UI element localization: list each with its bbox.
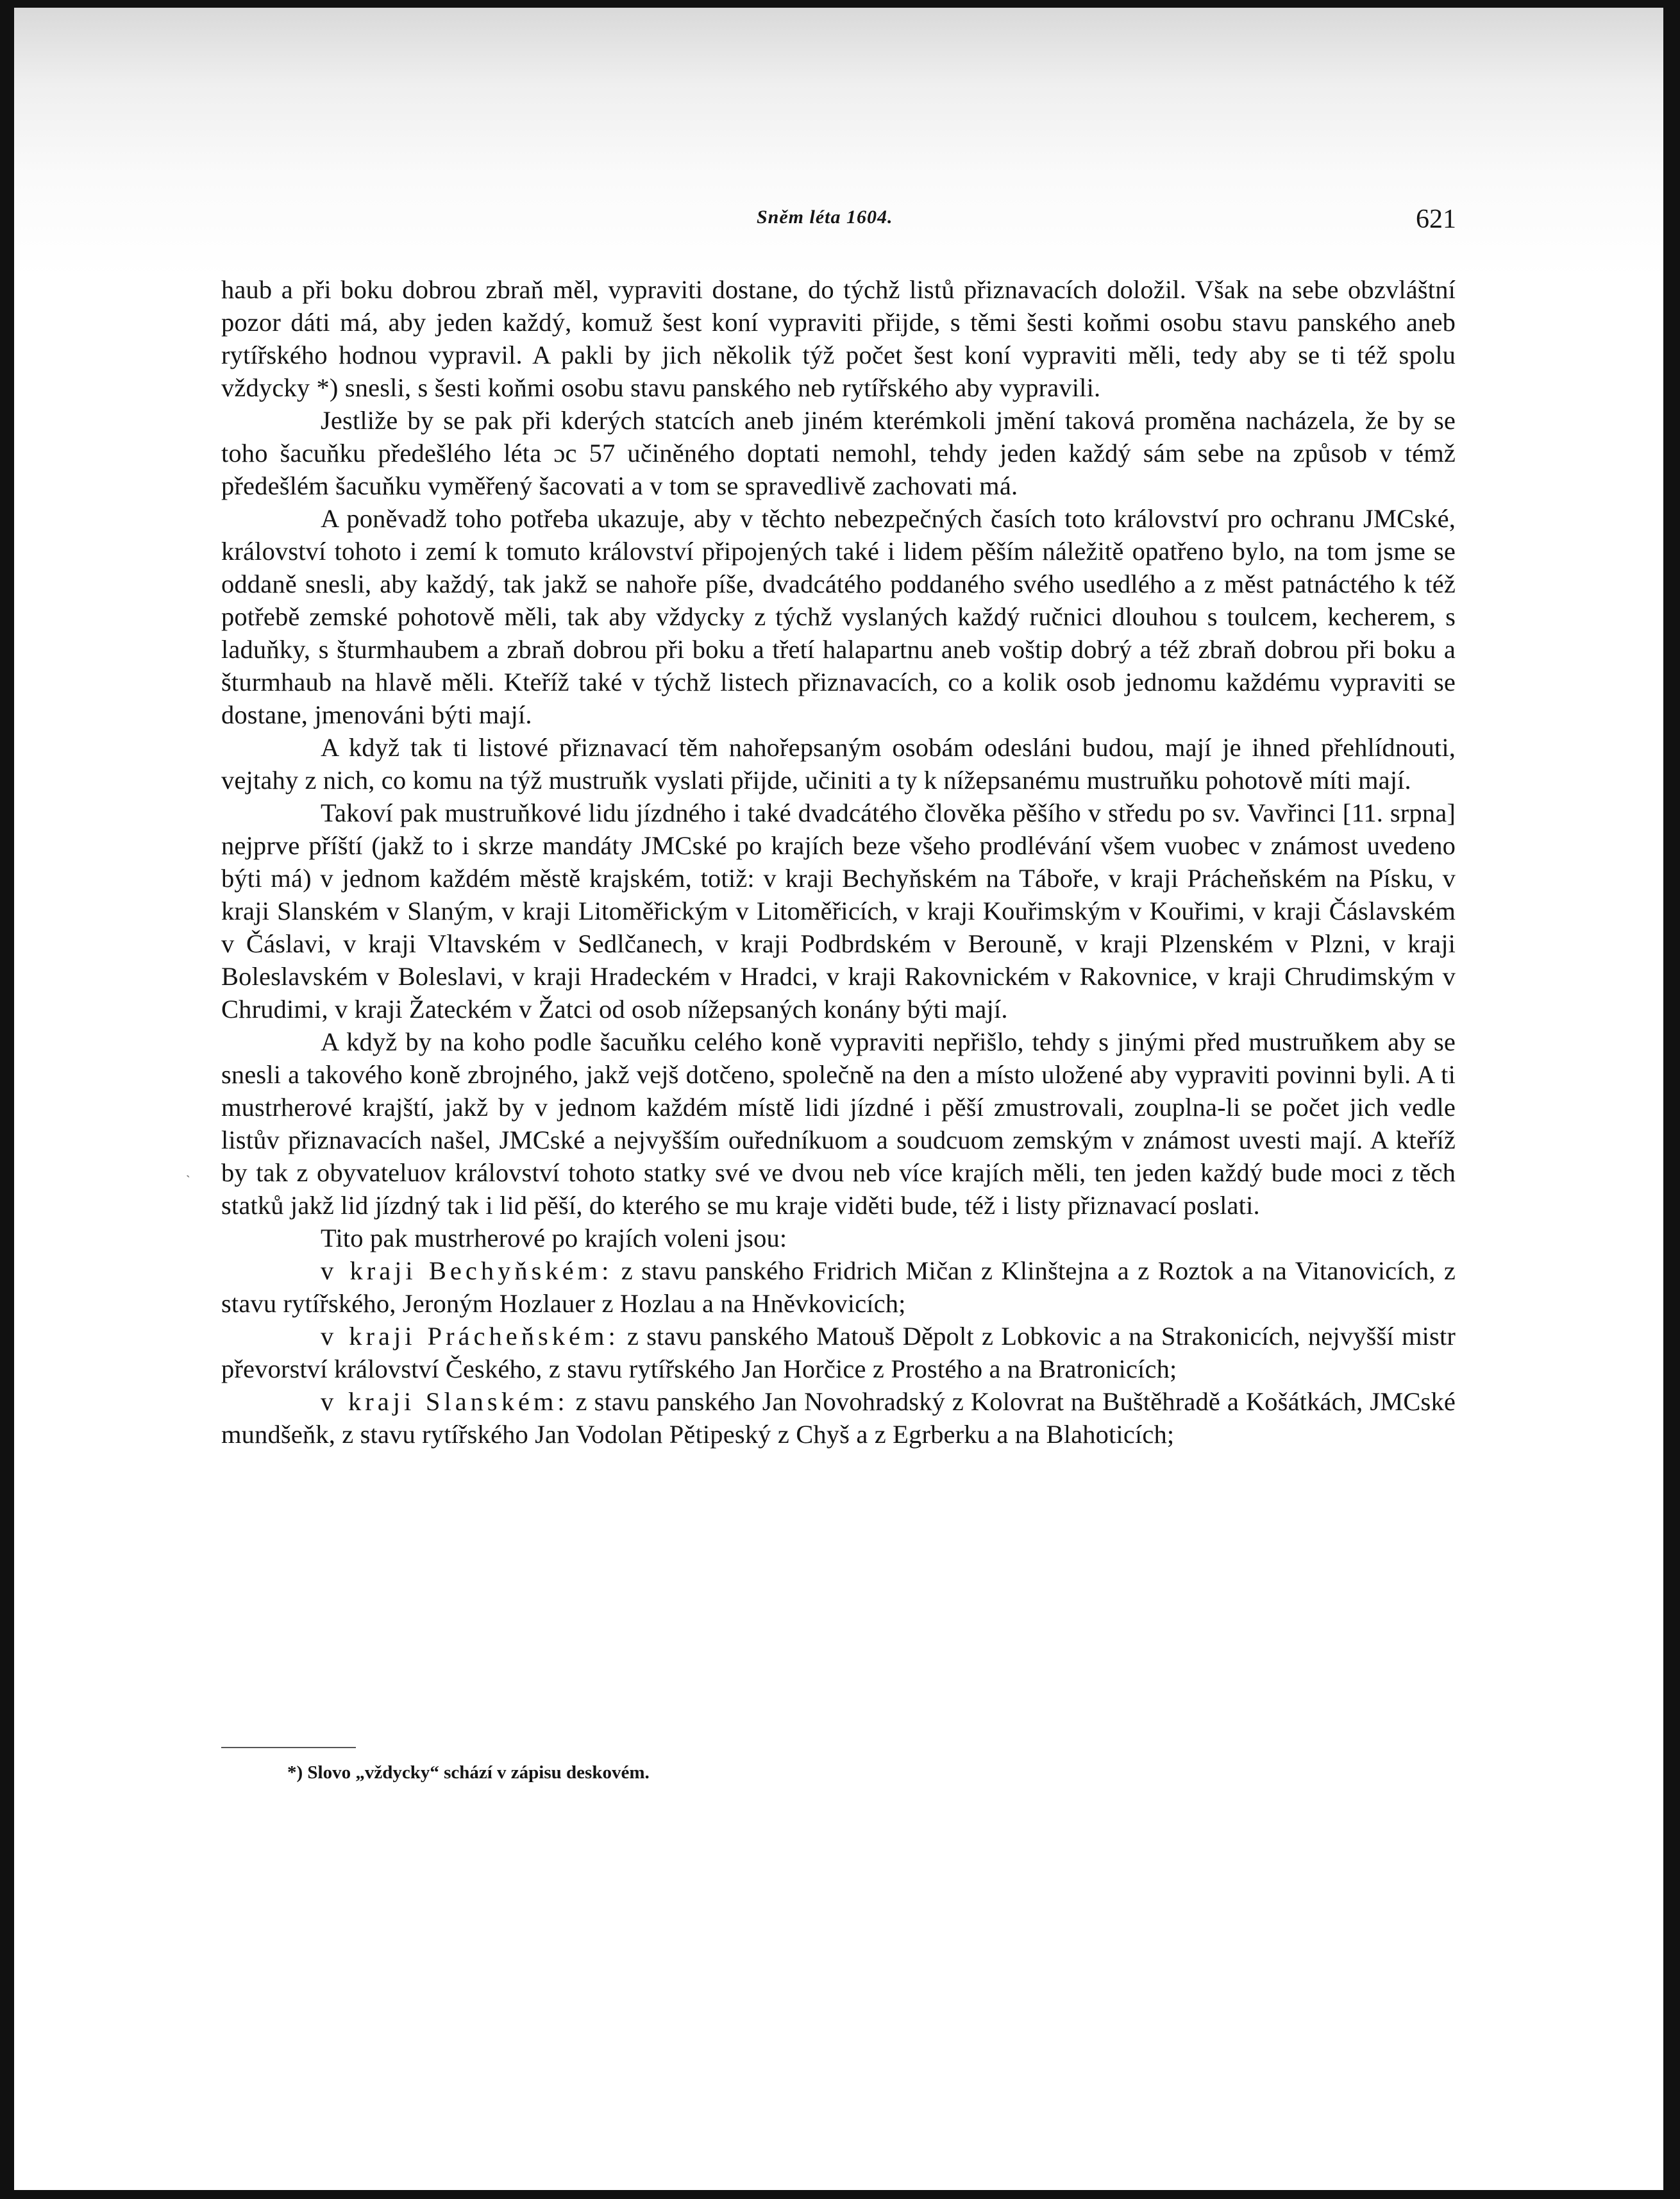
region-label: v kraji Slanském: — [321, 1387, 569, 1416]
region-text: z stavu panského Fridrich Mičan z Klinštejna a z Roztok a na Vitanovicích, z stavu rytířského, Jeroným Hozlauer z Hozlau a na Hněvkovicích; — [221, 1256, 1456, 1318]
paragraph: A poněvadž toho potřeba ukazuje, aby v těchto nebezpečných časích toto království pro ochranu JMCské, království tohoto i zemí k tomuto království připojených také i lidem pěším náležitě opatřeno bylo, na tom jsme se oddaně snesli, aby každý, tak jakž se nahoře píše, dvadcátého poddaného svého usedlého a z měst patnáctého k též potřebě zemské pohotově měli, tak aby vždycky z týchž vyslaných každý ručnici dlouhou s toulcem, kecherem, s laduňky, s šturmhaubem a zbraň dobrou při boku a třetí halapartnu aneb voštip dobrý a též zbraň dobrou při boku a šturmhaub na hlavě měli. Kteříž také v týchž listech přiznavacích, co a kolik osob jednomu každému vypraviti se dostane, jmenováni býti mají. — [221, 504, 1456, 729]
footnote-rule — [221, 1747, 356, 1748]
page-number: 621 — [1416, 205, 1456, 234]
region-label: v kraji Prácheňském: — [321, 1322, 619, 1351]
paragraph: Jestliže by se pak při kderých statcích aneb jiném kterémkoli jmění taková proměna nacházela, že by se toho šacuňku předešlého léta ɔc 57 učiněného doptati nemohl, tehdy jeden každý sám sebe na způsob v témž předešlém šacuňku vyměřený šacovati a v tom se spravedlivě zachovati má. — [221, 406, 1456, 500]
scan-border-left — [0, 0, 14, 2199]
region-text: z stavu panského Matouš Děpolt z Lobkovic a na Strakonicích, nejvyšší mistr převorství království Českého, z stavu rytířského Jan Horčice z Prostého a na Bratronicích; — [221, 1322, 1456, 1383]
scan-border-top — [0, 0, 1680, 8]
region-entry — [221, 1385, 1456, 1451]
region-text: z stavu panského Jan Novohradský z Kolovrat na Buštěhradě a Košátkách, JMCské mundšeňk, z stavu rytířského Jan Vodolan Pětipeský z Chyš a z Egrberku a na Blahoticích; — [221, 1387, 1456, 1449]
footnote: *) Slovo „vždycky“ schází v zápisu deskovém. — [287, 1762, 650, 1783]
paragraph: haub a při boku dobrou zbraň měl, vypraviti dostane, do týchž listů přiznavacích doložil. Však na sebe obzvláštní pozor dáti má, aby jeden každý, komuž šest koní vypraviti přijde, s těmi šesti koňmi osobu stavu panského aneb rytířského hodnou vypravil. A pakli by jich několik týž počet šest koní vypraviti měli, tedy aby se ti též spolu vždycky *) snesli, s šesti koňmi osobu stavu panského neb rytířského aby vypravili. — [221, 275, 1456, 402]
running-title: Sněm léta 1604. — [757, 206, 893, 228]
body-text — [221, 273, 1456, 1451]
region-entry — [221, 1320, 1456, 1385]
region-entry — [221, 1254, 1456, 1320]
paragraph: A když by na koho podle šacuňku celého koně vypraviti nepřišlo, tehdy s jinými před mustruňkem aby se snesli a takového koně zbrojného, jakž vejš dotčeno, společně na den a místo uložené aby vypraviti povinni byli. A ti mustrherové krajští, jakž by v jednom každém místě lidi jízdné i pěší zmustrovali, zouplna-li se počet jich vedle listův přiznavacích našel, JMCské a nejvyšším ouředníkuom a soudcuom zemským v známost uvesti mají. A kteříž by tak z obyvateluov království tohoto statky své ve dvou neb více krajích měli, ten jeden každý bude moci z těch statků jakž lid jízdný tak i lid pěší, do kterého se mu kraje viděti bude, též i listy přiznavací poslati. — [221, 1027, 1456, 1220]
paragraph: Takoví pak mustruňkové lidu jízdného i také dvadcátého člověka pěšího v středu po sv. Vavřinci [11. srpna] nejprve příští (jakž to i skrze mandáty JMCské po krajích beze všeho prodlévání všem vuobec v známost uvedeno býti má) v jednom každém městě krajském, totiž: v kraji Bechyňském na Táboře, v kraji Prácheňském na Písku, v kraji Slanském v Slaným, v kraji Litoměřickým v Litoměřicích, v kraji Kouřimským v Kouřimi, v kraji Čáslavském v Čáslavi, v kraji Vltavském v Sedlčanech, v kraji Podbrdském v Berouně, v kraji Plzenském v Plzni, v kraji Boleslavském v Boleslavi, v kraji Hradeckém v Hradci, v kraji Rakovnickém v Rakovnice, v kraji Chrudimským v Chrudimi, v kraji Žateckém v Žatci od osob nížepsaných konány býti mají. — [221, 798, 1456, 1024]
scan-border-right — [1663, 0, 1680, 2199]
margin-mark: ` — [186, 1174, 190, 1188]
paragraph: A když tak ti listové přiznavací těm nahořepsaným osobám odesláni budou, mají je ihned přehlídnouti, vejtahy z nich, co komu na týž mustruňk vyslati přijde, učiniti a ty k nížepsanému mustruňku pohotově míti mají. — [221, 733, 1456, 795]
scan-border-bottom — [0, 2190, 1680, 2199]
region-label: v kraji Bechyňském: — [321, 1256, 613, 1285]
paragraph: Tito pak mustrherové po krajích voleni jsou: — [321, 1224, 787, 1252]
